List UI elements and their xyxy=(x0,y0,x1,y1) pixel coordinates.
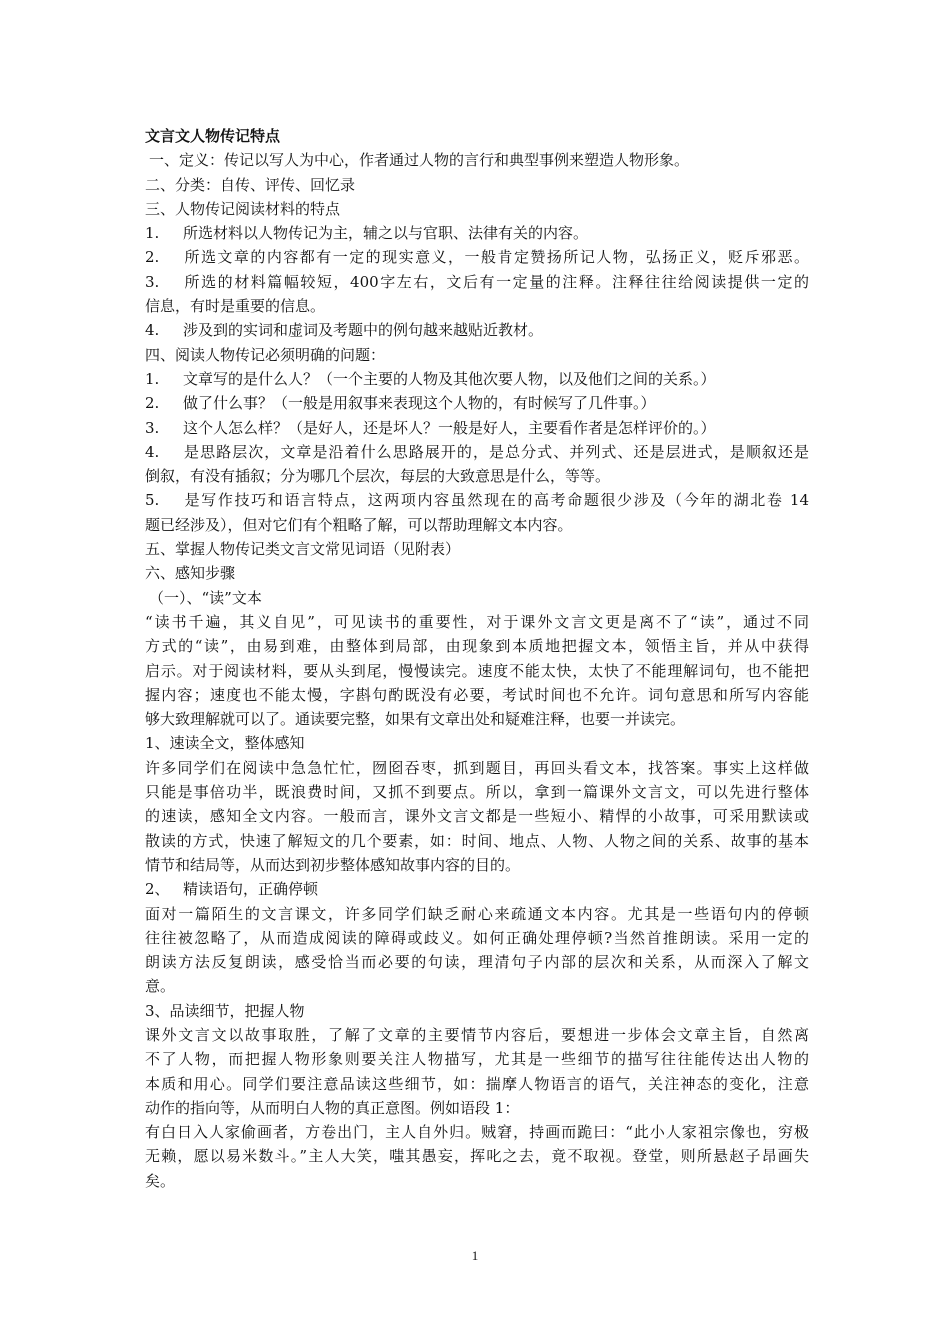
line-text: 够大致理解就可以了。通读要完整，如果有文章出处和疑难注释，也要一并读完。 xyxy=(145,710,686,729)
text-line xyxy=(145,926,809,950)
text-line xyxy=(145,1169,809,1193)
line-text: 做了什么事？（一般是用叙事来表现这个人物的，有时候写了几件事。） xyxy=(183,394,656,413)
text-line xyxy=(145,294,809,318)
list-number: 2. xyxy=(145,248,160,267)
list-number: 2. xyxy=(145,394,160,413)
line-text: 的速读，感知全文内容。一般而言，课外文言文都是一些短小、精悍的小故事，可采用默读或 xyxy=(145,807,809,826)
line-text: 1、速读全文，整体感知 xyxy=(145,734,305,753)
text-line xyxy=(145,1023,809,1047)
text-line xyxy=(145,343,809,367)
line-text: 不了人物，而把握人物形象则要关注人物描写，尤其是一些细节的描写往往能传达出人物的 xyxy=(145,1050,809,1069)
text-line xyxy=(145,659,809,683)
list-number: 5. xyxy=(145,491,160,510)
text-line xyxy=(145,318,809,342)
text-line xyxy=(145,707,809,731)
list-number: 3. xyxy=(145,272,160,291)
text-line xyxy=(145,683,809,707)
line-text: 无赖，愿以易米数斗。”主人大笑，嗤其愚妄，挥叱之去，竟不取视。登堂，则所悬赵子昂画失 xyxy=(145,1147,809,1166)
line-text: 方式的“读”，由易到难，由整体到局部，由现象到本质地把握文本，领悟主旨，并从中获得 xyxy=(145,637,809,656)
text-line xyxy=(145,440,809,464)
text-line xyxy=(145,148,809,172)
line-text: 信息，有时是重要的信息。 xyxy=(145,297,326,316)
text-line xyxy=(145,974,809,998)
line-text: 涉及到的实词和虚词及考题中的例句越来越贴近教材。 xyxy=(183,321,544,340)
line-text: 意。 xyxy=(145,977,176,996)
line-text: “读书千遍，其义自见”，可见读书的重要性，对于课外文言文更是离不了“读”，通过不同 xyxy=(145,612,809,631)
text-line xyxy=(145,391,809,415)
line-text: 情节和结局等，从而达到初步整体感知故事内容的目的。 xyxy=(145,855,521,874)
text-line xyxy=(145,950,809,974)
text-line xyxy=(145,780,809,804)
line-text: 文章写的是什么人？（一个主要的人物及其他次要人物，以及他们之间的关系。） xyxy=(183,369,716,388)
text-line xyxy=(145,1144,809,1168)
line-text: 有白日入人家偷画者，方卷出门，主人自外归。贼窘，持画而跪曰：“此小人家祖宗像也，穷极 xyxy=(145,1123,809,1142)
page-number: 1 xyxy=(471,1248,479,1263)
text-line xyxy=(145,877,809,901)
line-text: 面对一篇陌生的文言课文，许多同学们缺乏耐心来疏通文本内容。尤其是一些语句内的停顿 xyxy=(145,904,809,923)
line-text: 散读的方式，快速了解短文的几个要素，如：时间、地点、人物、人物之间的关系、故事的基本 xyxy=(145,831,809,850)
line-text: 六、感知步骤 xyxy=(145,564,236,583)
text-line xyxy=(145,245,809,269)
document-page xyxy=(145,124,809,1193)
text-line xyxy=(145,367,809,391)
line-text: 精读语句，正确停顿 xyxy=(183,880,319,899)
list-number: 1. xyxy=(145,224,160,243)
document-body xyxy=(145,148,809,1193)
line-text: 是思路层次，文章是沿着什么思路展开的，是总分式、并列式、还是层进式，是顺叙还是 xyxy=(183,442,809,461)
text-line xyxy=(145,853,809,877)
list-number: 2、 xyxy=(145,880,170,899)
line-text: 这个人怎么样？（是好人，还是坏人？一般是好人，主要看作者是怎样评价的。） xyxy=(183,418,716,437)
line-text: 所选的材料篇幅较短，400字左右，文后有一定量的注释。注释往往给阅读提供一定的 xyxy=(183,272,809,291)
text-line xyxy=(145,561,809,585)
text-line xyxy=(145,173,809,197)
text-line xyxy=(145,829,809,853)
text-line xyxy=(145,416,809,440)
line-text: 所选文章的内容都有一定的现实意义，一般肯定赞扬所记人物，弘扬正义，贬斥邪恶。 xyxy=(183,248,809,267)
line-text: 动作的指向等，从而明白人物的真正意图。例如语段 1： xyxy=(145,1098,520,1117)
line-text: 是写作技巧和语言特点，这两项内容虽然现在的高考命题很少涉及（今年的湖北卷 14 xyxy=(183,491,809,510)
line-text: 题已经涉及），但对它们有个粗略了解，可以帮助理解文本内容。 xyxy=(145,515,573,534)
line-text: 只能是事倍功半，既浪费时间，又抓不到要点。所以，拿到一篇课外文言文，可以先进行整体 xyxy=(145,783,809,802)
text-line xyxy=(145,804,809,828)
text-line xyxy=(145,731,809,755)
document-title: 文言文人物传记特点 xyxy=(145,127,281,145)
text-line xyxy=(145,1072,809,1096)
line-text: 矣。 xyxy=(145,1171,176,1190)
line-text: 课外文言文以故事取胜，了解了文章的主要情节内容后，要想进一步体会文章主旨，自然离 xyxy=(145,1025,809,1044)
line-text: 五、掌握人物传记类文言文常见词语（见附表） xyxy=(145,540,461,559)
text-line xyxy=(145,1096,809,1120)
text-line xyxy=(145,221,809,245)
text-line xyxy=(145,610,809,634)
text-line xyxy=(145,756,809,780)
list-number: 1. xyxy=(145,369,160,388)
text-line xyxy=(145,1120,809,1144)
line-text: （一）、“读”文本 xyxy=(149,588,262,607)
line-text: 四、阅读人物传记必须明确的问题： xyxy=(145,345,386,364)
text-line xyxy=(145,488,809,512)
line-text: 握内容；速度也不能太慢，字斟句酌既没有必要，考试时间也不允许。词句意思和所写内容能 xyxy=(145,685,809,704)
text-line xyxy=(145,197,809,221)
text-line xyxy=(145,999,809,1023)
text-line xyxy=(145,902,809,926)
line-text: 倒叙，有没有插叙；分为哪几个层次，每层的大致意思是什么，等等。 xyxy=(145,467,611,486)
text-line xyxy=(145,634,809,658)
line-text: 许多同学们在阅读中急急忙忙，囫囵吞枣，抓到题目，再回头看文本，找答案。事实上这样做 xyxy=(145,758,809,777)
list-number: 4. xyxy=(145,321,160,340)
list-number: 3. xyxy=(145,418,160,437)
text-line xyxy=(145,1047,809,1071)
text-line xyxy=(145,586,809,610)
line-text: 二、分类：自传、评传、回忆录 xyxy=(145,175,356,194)
text-line xyxy=(145,464,809,488)
line-text: 3、品读细节，把握人物 xyxy=(145,1001,305,1020)
text-line xyxy=(145,270,809,294)
line-text: 一、定义：传记以写人为中心，作者通过人物的言行和典型事例来塑造人物形象。 xyxy=(149,151,690,170)
text-line xyxy=(145,513,809,537)
line-text: 所选材料以人物传记为主，辅之以与官职、法律有关的内容。 xyxy=(183,224,589,243)
line-text: 往往被忽略了，从而造成阅读的障碍或歧义。如何正确处理停顿?当然首推朗读。采用一定的 xyxy=(145,928,809,947)
line-text: 启示。对于阅读材料，要从头到尾，慢慢读完。速度不能太快，太快了不能理解词句，也不能把 xyxy=(145,661,809,680)
text-line xyxy=(145,537,809,561)
line-text: 本质和用心。同学们要注意品读这些细节，如：揣摩人物语言的语气，关注神态的变化，注意 xyxy=(145,1074,809,1093)
line-text: 三、人物传记阅读材料的特点 xyxy=(145,199,341,218)
list-number: 4. xyxy=(145,442,160,461)
line-text: 朗读方法反复朗读，感受恰当而必要的句读，理清句子内部的层次和关系，从而深入了解文 xyxy=(145,953,809,972)
